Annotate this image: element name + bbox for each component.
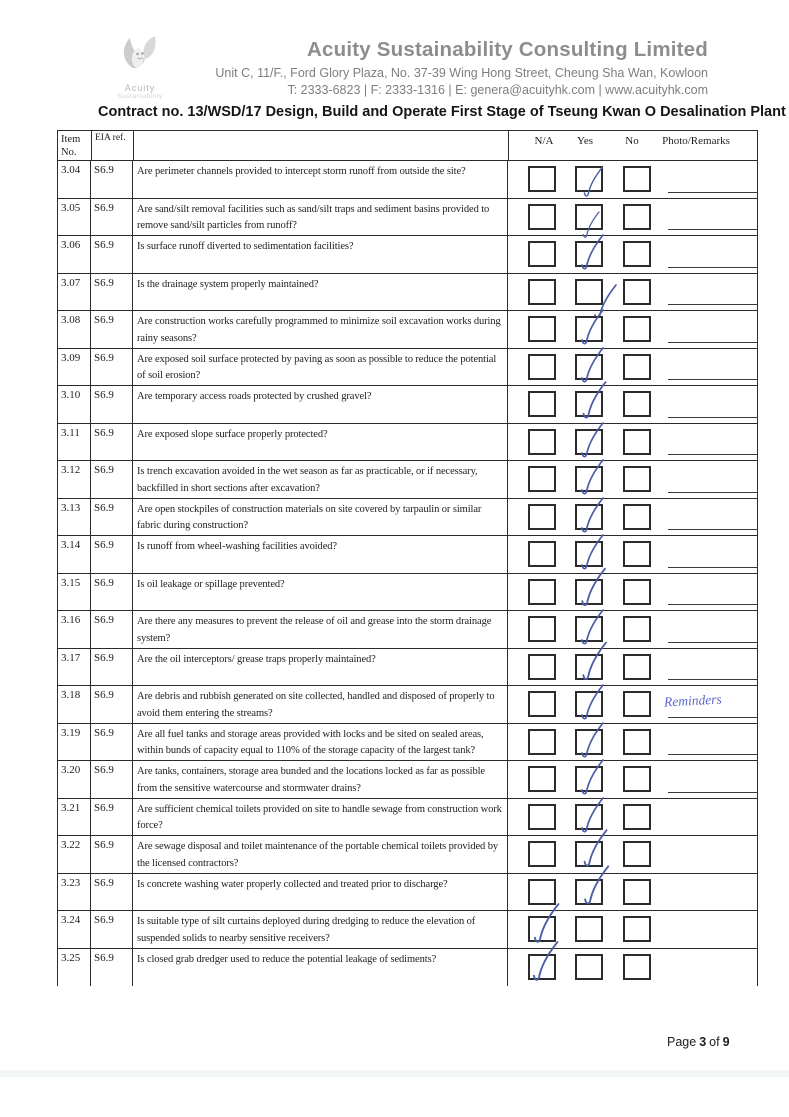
col-header-photo-remarks: Photo/Remarks	[662, 135, 730, 147]
eia-ref: S6.9	[91, 949, 133, 987]
answer-cell	[508, 799, 757, 836]
col-header-yes: Yes	[576, 135, 593, 147]
answer-cell	[508, 536, 757, 573]
column-divider	[508, 131, 509, 160]
eia-ref: S6.9	[91, 911, 133, 948]
yes-checkbox[interactable]	[575, 691, 603, 717]
question-text: Are exposed slope surface properly protected?	[133, 424, 508, 461]
item-no: 3.04	[58, 161, 91, 198]
remarks-line[interactable]	[668, 342, 758, 343]
check-mark-icon	[575, 343, 607, 385]
question-text: Are all fuel tanks and storage areas provided with locks and be sited on sealed areas, within bunds of capacity equal to 110% of the storage capacity of the largest tank?	[133, 724, 508, 761]
remarks-line[interactable]	[668, 604, 758, 605]
question-text: Are open stockpiles of construction materials on site covered by tarpaulin or similar fabric during construction?	[133, 499, 508, 536]
item-no: 3.10	[58, 386, 91, 423]
eia-ref: S6.9	[91, 536, 133, 573]
question-text: Are sand/silt removal facilities such as sand/silt traps and sediment basins provided to remove sand/silt particles from runoff?	[133, 199, 508, 236]
na-checkbox[interactable]	[528, 841, 556, 867]
answer-cell	[508, 424, 757, 461]
answer-cell	[508, 461, 757, 498]
answer-cell	[508, 199, 757, 236]
eia-ref: S6.9	[91, 386, 133, 423]
yes-checkbox[interactable]	[575, 279, 603, 305]
no-checkbox[interactable]	[623, 241, 651, 267]
table-row	[58, 386, 757, 424]
remarks-line[interactable]	[668, 417, 758, 418]
na-checkbox[interactable]	[528, 204, 556, 230]
item-no: 3.05	[58, 199, 91, 236]
no-checkbox[interactable]	[623, 691, 651, 717]
page-total: 9	[722, 1035, 730, 1049]
table-body	[58, 161, 757, 986]
table-row	[58, 536, 757, 574]
item-no: 3.12	[58, 461, 91, 498]
item-no: 3.08	[58, 311, 91, 348]
na-checkbox[interactable]	[528, 804, 556, 830]
letterhead	[215, 38, 708, 97]
item-no: 3.16	[58, 611, 91, 648]
answer-cell	[508, 311, 757, 348]
item-no: 3.25	[58, 949, 91, 987]
table-row	[58, 424, 757, 462]
no-checkbox[interactable]	[623, 579, 651, 605]
remarks-line[interactable]	[668, 229, 758, 230]
yes-checkbox[interactable]	[575, 879, 603, 905]
check-mark-icon	[575, 493, 607, 535]
question-text: Is runoff from wheel-washing facilities avoided?	[133, 536, 508, 573]
na-checkbox[interactable]	[528, 316, 556, 342]
col-header-no: No	[625, 135, 639, 147]
table-row	[58, 949, 757, 987]
eia-ref: S6.9	[91, 461, 133, 498]
item-no: 3.19	[58, 724, 91, 761]
check-mark-icon	[575, 755, 607, 797]
eia-ref: S6.9	[91, 424, 133, 461]
remarks-line[interactable]	[668, 679, 758, 680]
answer-cell	[508, 161, 757, 198]
yes-checkbox[interactable]	[575, 391, 603, 417]
answer-cell	[508, 574, 757, 611]
answer-cell	[508, 949, 757, 987]
answer-cell	[508, 274, 757, 311]
yes-checkbox[interactable]	[575, 954, 603, 980]
page-current: 3	[699, 1035, 707, 1049]
item-no: 3.11	[58, 424, 91, 461]
no-checkbox[interactable]	[623, 429, 651, 455]
na-checkbox[interactable]	[528, 429, 556, 455]
table-row	[58, 649, 757, 687]
company-contact: T: 2333-6823 | F: 2333-1316 | E: genera@acuityhk.com | www.acuityhk.com	[287, 83, 708, 97]
na-checkbox[interactable]	[528, 391, 556, 417]
answer-cell	[508, 236, 757, 273]
no-checkbox[interactable]	[623, 916, 651, 942]
answer-cell	[508, 686, 757, 723]
question-text: Is concrete washing water properly collected and treated prior to discharge?	[133, 874, 508, 911]
no-checkbox[interactable]	[623, 504, 651, 530]
check-mark-icon	[578, 163, 605, 199]
yes-checkbox[interactable]	[575, 541, 603, 567]
yes-checkbox[interactable]	[575, 654, 603, 680]
scan-artifact-band	[0, 1070, 789, 1077]
na-checkbox[interactable]	[528, 579, 556, 605]
logo-wordmark: Acuity	[124, 83, 156, 93]
yes-checkbox[interactable]	[575, 316, 603, 342]
no-checkbox[interactable]	[623, 204, 651, 230]
page-label: Page	[667, 1035, 697, 1049]
eia-ref: S6.9	[91, 574, 133, 611]
table-header-row	[58, 131, 757, 161]
question-text: Is oil leakage or spillage prevented?	[133, 574, 508, 611]
check-mark-icon	[575, 718, 607, 760]
table-row	[58, 761, 757, 799]
yes-checkbox[interactable]	[575, 466, 603, 492]
remarks-line[interactable]	[668, 529, 758, 530]
na-checkbox[interactable]	[528, 541, 556, 567]
answer-cell	[508, 386, 757, 423]
na-checkbox[interactable]	[528, 954, 556, 980]
col-header-item-line1: Item	[61, 134, 81, 145]
check-mark-icon	[575, 530, 607, 572]
column-divider	[91, 131, 92, 160]
remarks-line[interactable]	[668, 792, 758, 793]
table-row	[58, 686, 757, 724]
remarks-line[interactable]	[668, 454, 758, 455]
answer-cell	[508, 649, 757, 686]
table-row	[58, 461, 757, 499]
remarks-line[interactable]	[668, 754, 758, 755]
na-checkbox[interactable]	[528, 616, 556, 642]
check-mark-icon	[575, 418, 607, 460]
yes-checkbox[interactable]	[575, 579, 603, 605]
no-checkbox[interactable]	[623, 804, 651, 830]
eia-ref: S6.9	[91, 611, 133, 648]
na-checkbox[interactable]	[528, 241, 556, 267]
yes-checkbox[interactable]	[575, 241, 603, 267]
col-header-item-no	[61, 133, 91, 159]
no-checkbox[interactable]	[623, 879, 651, 905]
no-checkbox[interactable]	[623, 654, 651, 680]
na-checkbox[interactable]	[528, 916, 556, 942]
question-text: Are perimeter channels provided to intercept storm runoff from outside the site?	[133, 161, 508, 198]
check-mark-icon	[575, 305, 607, 347]
na-checkbox[interactable]	[528, 354, 556, 380]
item-no: 3.15	[58, 574, 91, 611]
question-text: Are temporary access roads protected by crushed gravel?	[133, 386, 508, 423]
question-text: Is suitable type of silt curtains deployed during dredging to reduce the elevation of suspended solids to nearby sensitive receivers?	[133, 911, 508, 948]
no-checkbox[interactable]	[623, 616, 651, 642]
remarks-line[interactable]	[668, 304, 758, 305]
eia-ref: S6.9	[91, 199, 133, 236]
leaf-logo-icon	[117, 33, 163, 77]
remarks-line[interactable]	[668, 642, 758, 643]
item-no: 3.23	[58, 874, 91, 911]
logo-tagline: Sustainability	[117, 93, 163, 100]
table-row	[58, 574, 757, 612]
remarks-line[interactable]	[668, 267, 758, 268]
no-checkbox[interactable]	[623, 729, 651, 755]
eia-ref: S6.9	[91, 161, 133, 198]
na-checkbox[interactable]	[528, 166, 556, 192]
check-mark-icon	[575, 455, 607, 497]
answer-cell	[508, 611, 757, 648]
yes-checkbox[interactable]	[575, 841, 603, 867]
table-row	[58, 199, 757, 237]
item-no: 3.18	[58, 686, 91, 723]
question-text: Are construction works carefully programmed to minimize soil excavation works during rainy seasons?	[133, 311, 508, 348]
table-row	[58, 911, 757, 949]
item-no: 3.06	[58, 236, 91, 273]
yes-checkbox[interactable]	[575, 166, 603, 192]
col-header-eia-ref: EIA ref.	[95, 133, 126, 143]
no-checkbox[interactable]	[623, 841, 651, 867]
handwritten-remark: Reminders	[663, 691, 723, 710]
yes-checkbox[interactable]	[575, 354, 603, 380]
na-checkbox[interactable]	[528, 691, 556, 717]
question-text: Is trench excavation avoided in the wet season as far as practicable, or if necessary, backfilled in short sections after excavation?	[133, 461, 508, 498]
table-row	[58, 724, 757, 762]
answer-cell	[508, 499, 757, 536]
item-no: 3.13	[58, 499, 91, 536]
table-row	[58, 836, 757, 874]
no-checkbox[interactable]	[623, 541, 651, 567]
table-row	[58, 799, 757, 837]
item-no: 3.20	[58, 761, 91, 798]
answer-cell	[508, 761, 757, 798]
check-mark-icon	[575, 793, 607, 835]
yes-checkbox[interactable]	[575, 504, 603, 530]
yes-checkbox[interactable]	[575, 804, 603, 830]
no-checkbox[interactable]	[623, 391, 651, 417]
remarks-line[interactable]	[668, 567, 758, 568]
page-of-label: of	[709, 1035, 720, 1049]
yes-checkbox[interactable]	[575, 204, 603, 230]
eia-ref: S6.9	[91, 349, 133, 386]
eia-ref: S6.9	[91, 274, 133, 311]
company-name: Acuity Sustainability Consulting Limited	[307, 38, 708, 61]
item-no: 3.09	[58, 349, 91, 386]
item-no: 3.14	[58, 536, 91, 573]
table-row	[58, 161, 757, 199]
question-text: Is closed grab dredger used to reduce the potential leakage of sediments?	[133, 949, 508, 987]
page-number	[667, 1035, 733, 1049]
no-checkbox[interactable]	[623, 166, 651, 192]
eia-ref: S6.9	[91, 236, 133, 273]
question-text: Are sewage disposal and toilet maintenance of the portable chemical toilets provided by the licensed contractors?	[133, 836, 508, 873]
answer-cell	[508, 836, 757, 873]
answer-cell	[508, 911, 757, 948]
answer-cell	[508, 874, 757, 911]
table-row	[58, 611, 757, 649]
question-text: Are exposed soil surface protected by paving as soon as possible to reduce the potential of soil erosion?	[133, 349, 508, 386]
company-address: Unit C, 11/F., Ford Glory Plaza, No. 37-39 Wing Hong Street, Cheung Sha Wan, Kowloon	[215, 66, 708, 80]
na-checkbox[interactable]	[528, 766, 556, 792]
no-checkbox[interactable]	[623, 954, 651, 980]
item-no: 3.21	[58, 799, 91, 836]
yes-checkbox[interactable]	[575, 429, 603, 455]
question-text: Are tanks, containers, storage area bunded and the locations locked as far as possible from the sensitive watercourse and stormwater drains?	[133, 761, 508, 798]
na-checkbox[interactable]	[528, 654, 556, 680]
item-no: 3.17	[58, 649, 91, 686]
na-checkbox[interactable]	[528, 279, 556, 305]
no-checkbox[interactable]	[623, 766, 651, 792]
eia-ref: S6.9	[91, 649, 133, 686]
document-title: Contract no. 13/WSD/17 Design, Build and Operate First Stage of Tseung Kwan O Desalination Plant	[98, 104, 786, 120]
table-row	[58, 349, 757, 387]
na-checkbox[interactable]	[528, 504, 556, 530]
eia-ref: S6.9	[91, 499, 133, 536]
eia-ref: S6.9	[91, 874, 133, 911]
checklist-table	[57, 130, 758, 986]
table-row	[58, 274, 757, 312]
answer-cell	[508, 349, 757, 386]
yes-checkbox[interactable]	[575, 916, 603, 942]
item-no: 3.07	[58, 274, 91, 311]
col-header-item-line2: No.	[61, 147, 77, 158]
check-mark-icon	[578, 208, 602, 240]
answer-cell	[508, 724, 757, 761]
item-no: 3.24	[58, 911, 91, 948]
question-text: Is surface runoff diverted to sedimentation facilities?	[133, 236, 508, 273]
no-checkbox[interactable]	[623, 466, 651, 492]
na-checkbox[interactable]	[528, 729, 556, 755]
question-text: Are debris and rubbish generated on site collected, handled and disposed of properly to avoid them entering the streams?	[133, 686, 508, 723]
question-text: Are sufficient chemical toilets provided on site to handle sewage from construction work force?	[133, 799, 508, 836]
col-header-na: N/A	[534, 135, 554, 147]
remarks-line[interactable]	[668, 717, 758, 718]
item-no: 3.22	[58, 836, 91, 873]
eia-ref: S6.9	[91, 724, 133, 761]
acuity-logo	[108, 33, 172, 100]
table-row	[58, 874, 757, 912]
no-checkbox[interactable]	[623, 316, 651, 342]
remarks-line[interactable]	[668, 492, 758, 493]
eia-ref: S6.9	[91, 836, 133, 873]
eia-ref: S6.9	[91, 799, 133, 836]
no-checkbox[interactable]	[623, 279, 651, 305]
no-checkbox[interactable]	[623, 354, 651, 380]
check-mark-icon	[575, 230, 607, 272]
eia-ref: S6.9	[91, 311, 133, 348]
remarks-line[interactable]	[668, 192, 758, 193]
eia-ref: S6.9	[91, 686, 133, 723]
eia-ref: S6.9	[91, 761, 133, 798]
remarks-line[interactable]	[668, 379, 758, 380]
table-row	[58, 236, 757, 274]
na-checkbox[interactable]	[528, 466, 556, 492]
check-mark-icon	[575, 605, 607, 647]
question-text: Is the drainage system properly maintained?	[133, 274, 508, 311]
question-text: Are there any measures to prevent the release of oil and grease into the storm drainage system?	[133, 611, 508, 648]
yes-checkbox[interactable]	[575, 616, 603, 642]
table-row	[58, 499, 757, 537]
check-mark-icon	[575, 680, 607, 722]
column-divider	[133, 131, 134, 160]
yes-checkbox[interactable]	[575, 766, 603, 792]
table-row	[58, 311, 757, 349]
yes-checkbox[interactable]	[575, 729, 603, 755]
na-checkbox[interactable]	[528, 879, 556, 905]
question-text: Are the oil interceptors/ grease traps properly maintained?	[133, 649, 508, 686]
